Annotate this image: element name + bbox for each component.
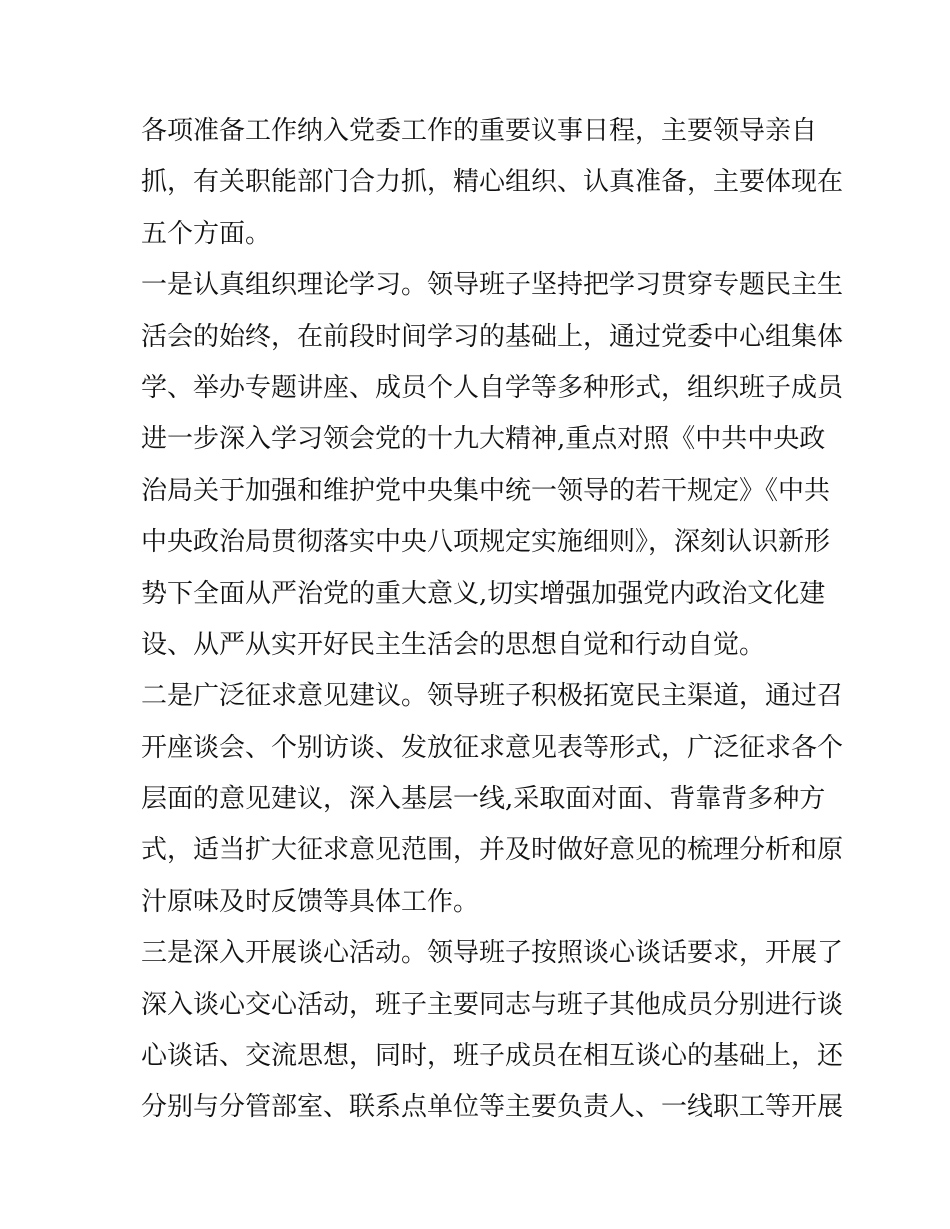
text-line: 一是认真组织理论学习。领导班子坚持把学习贯穿专题民主生: [141, 270, 844, 301]
text-line: 五个方面。: [141, 218, 272, 249]
text-line: 设、从严从实开好民主生活会的思想自觉和行动自觉。: [141, 629, 766, 660]
document-body-text: [141, 106, 844, 1134]
text-line: 二是广泛征求意见建议。领导班子积极拓宽民主渠道，通过召: [141, 681, 844, 712]
text-line: 抓，有关职能部门合力抓，精心组织、认真准备，主要体现在: [141, 167, 844, 198]
text-line: 开座谈会、个别访谈、发放征求意见表等形式，广泛征求各个: [141, 732, 844, 763]
text-line: 中央政治局贯彻落实中央八项规定实施细则》，深刻认识新形: [141, 527, 831, 558]
text-line: 各项准备工作纳入党委工作的重要议事日程，主要领导亲自: [141, 116, 818, 146]
text-line: 三是深入开展谈心活动。领导班子按照谈心谈话要求，开展了: [141, 938, 844, 969]
text-line: 汁原味及时反馈等具体工作。: [141, 886, 480, 917]
text-line: 进一步深入学习领会党的十九大精神,重点对照《中共中央政: [141, 424, 826, 455]
text-line: 势下全面从严治党的重大意义,切实增强加强党内政治文化建: [141, 578, 826, 609]
text-line: 分别与分管部室、联系点单位等主要负责人、一线职工等开展: [141, 1092, 844, 1123]
text-line: 活会的始终，在前段时间学习的基础上，通过党委中心组集体: [141, 321, 844, 352]
text-line: 层面的意见建议，深入基层一线,采取面对面、背靠背多种方: [141, 784, 826, 815]
text-line: 式，适当扩大征求意见范围，并及时做好意见的梳理分析和原: [141, 835, 844, 866]
text-line: 学、举办专题讲座、成员个人自学等多种形式，组织班子成员: [141, 372, 844, 403]
text-line: 治局关于加强和维护党中央集中统一领导的若干规定》《中共: [141, 475, 831, 506]
text-line: 深入谈心交心活动，班子主要同志与班子其他成员分别进行谈: [141, 989, 844, 1020]
text-line: 心谈话、交流思想，同时，班子成员在相互谈心的基础上，还: [141, 1041, 844, 1072]
